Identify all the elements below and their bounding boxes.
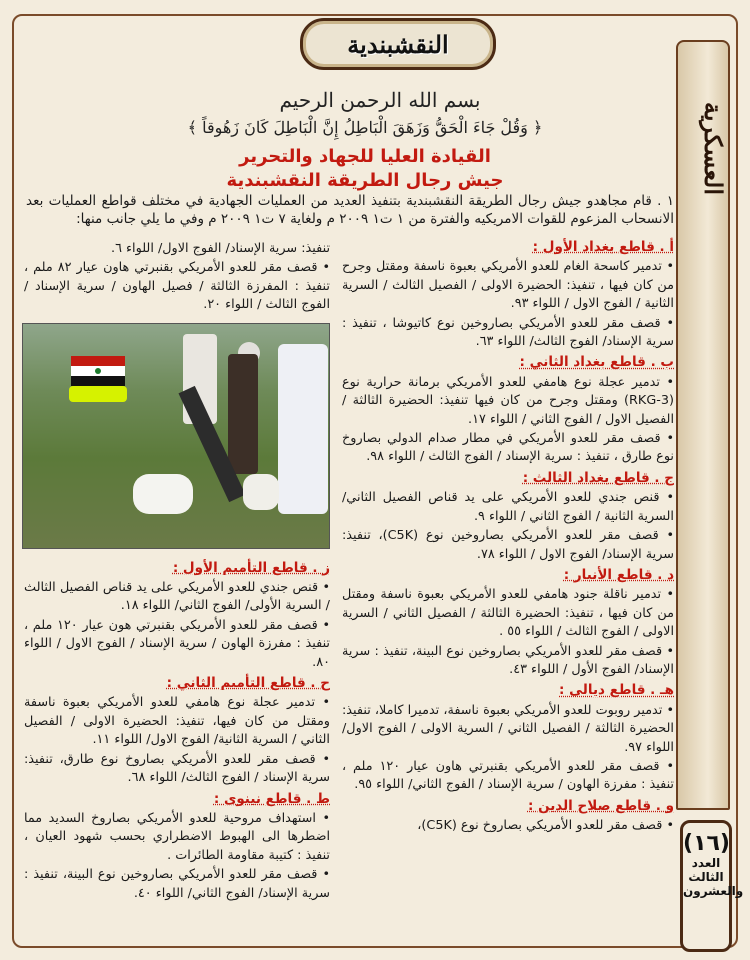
issue-box (680, 820, 744, 952)
list-item: • تدمير روبوت للعدو الأمريكي بعبوة ناسفة، تدميرا كاملا، تنفيذ: الحضيرة الثالثة / الفصيل الثاني / السرية الاولى / الفوج الاول/ اللواء ٩٧. (342, 702, 674, 755)
left-column-sections (24, 559, 330, 903)
sandbag (243, 474, 279, 510)
list-item: • قصف مقر للعدو الأمريكي في مطار صدام الدولي بصاروخ نوع طارق ، تنفيذ : سرية الإسناد / الفوج الثالث / اللواء ٩٨. (342, 431, 674, 465)
org-line-1: القيادة العليا للجهاد والتحرير (239, 146, 491, 167)
basmala: بسم الله الرحمن الرحيم (279, 88, 481, 112)
person-figure (228, 354, 258, 474)
army-logo-icon (63, 354, 133, 404)
list-item: • قصف مقر للعدو الأمريكي بصاروخين نوع كاتيوشا ، تنفيذ : سرية الإسناد/ الفوج الثالث/ اللواء ٦٣. (342, 315, 674, 350)
list-item: • قصف مقر للعدو الأمريكي بصاروخين نوع البينة، تنفيذ : سرية الإسناد/ الفوج الثاني/ اللواء ٤٠. (24, 867, 330, 901)
list-item: تنفيذ: سرية الإسناد/ الفوج الاول/ اللواء ٦. (110, 241, 330, 256)
intro-paragraph: ١ . قام مجاهدو جيش رجال الطريقة النقشبندية بتنفيذ العديد من العمليات الجهادية في مختلف قواطع العمليات بعد الانسحاب المزعوم للقوات الامريكيه والفترة من ١ ت١ ٢٠٠٩ م ولغاية ٧ ت١ ٢٠٠٩ م وفي ما يلي جانب منها: (26, 193, 674, 227)
section-title: هـ . قاطع ديالى : (559, 682, 674, 699)
quran-verse: ﴿ وَقُلْ جَاءَ الْحَقُّ وَزَهَقَ الْبَاطِلُ إِنَّ الْبَاطِلَ كَانَ زَهُوقاً ﴾ (187, 118, 543, 137)
list-item: • تدمير ناقلة جنود هامفي للعدو الأمريكي بعبوة ناسفة ومقتل من كان فيها ، تنفيذ: الحضيرة الثالثة / الفصيل الثاني / السرية الاولى / الفوج الثالث / اللواء ٥٥ . (342, 587, 674, 640)
section-title: ح . قاطع التأميم الثاني : (166, 675, 330, 692)
section-title: أ . قاطع بغداد الأول : (532, 239, 674, 255)
operation-photo (22, 323, 330, 549)
list-item: • قصف مقر للعدو الأمريكي بصاروخ نوع طارق، تنفيذ: سرية الإسناد / الفوج الثالث/ اللواء ٦٨. (24, 751, 330, 786)
issue-text: العدد الثالث والعشرون (683, 856, 744, 898)
list-item: • قنص جندي للعدو الأمريكي على يد قناص الفصيل الثالث / السرية الأولى/ الفوج الثاني/ اللواء ١٨. (24, 580, 330, 614)
section-title: و . قاطع صلاح الدين : (527, 797, 674, 814)
magazine-title (300, 18, 496, 70)
list-item: • تدمير عجلة نوع هامفي للعدو الأمريكي بعبوة ناسفة ومقتل من كان فيها، تنفيذ: الحضيرة الاولى / الفصيل الثاني / السرية الثانية/ الفوج الاول/ اللواء ١١. (24, 695, 330, 748)
magazine-title-text: النقشبندية (347, 29, 449, 59)
section-title: ب . قاطع بغداد الثاني : (519, 354, 674, 371)
section-title: ز . قاطع التأميم الأول : (172, 559, 330, 576)
list-item: • قنص جندي للعدو الأمريكي على يد قناص الفصيل الثاني/ السرية الثانية / الفوج الثاني / اللواء ٩. (342, 490, 674, 524)
list-item: • قصف مقر للعدو الأمريكي بصاروخين نوع البينة، تنفيذ : سرية الإسناد/ الفوج الأول / اللواء ٤٣. (342, 643, 674, 677)
list-item: • قصف مقر للعدو الأمريكي بقنبرتي هون عيار ١٢٠ ملم ، تنفيذ : مفرزة الهاون / سرية الإسناد / الفوج الاول / اللواء ٨٠. (24, 617, 331, 670)
list-item: • استهداف مروحية للعدو الأمريكي بصاروخ السديد مما اضطرها الى الهبوط الاضطراري بحسب شهود العيان ، تنفيذ : كتيبة مقاومة الطائرات . (24, 810, 330, 863)
section-title: د . قاطع الأنبار : (563, 566, 674, 583)
list-item: • قصف مقر للعدو الأمريكي بقنبرتي هاون عيار ١٢٠ ملم ، تنفيذ : مفرزة الهاون / سرية الإسناد / الفوج الثاني/ اللواء ٩٥. (342, 758, 674, 793)
list-item: • تدمير عجلة نوع هامفي للعدو الأمريكي برمانة حرارية نوع (RKG-3) ومقتل وجرح من كان فيها تنفيذ: الحضيرة الثالثة / الفصيل الاول / الفوج الثاني / اللواء ١٧. (342, 374, 674, 427)
sandbag (133, 474, 193, 514)
section-title: ط . قاطع نينوى : (213, 790, 330, 807)
list-item: • تدمير كاسحة الغام للعدو الأمريكي بعبوة ناسفة ومقتل وجرح من كان فيها ، تنفيذ: الحضيرة الاولى / الفصيل الثالث / السرية الثانية / الفوج الاول / اللواء ٩٣. (342, 259, 674, 312)
section-side-tab (676, 40, 730, 810)
org-line-2: جيش رجال الطريقة النقشبندية (226, 170, 504, 191)
right-column (342, 236, 674, 837)
list-item: • قصف مقر للعدو الأمريكي بقنبرتي هاون عيار ٨٢ ملم ، تنفيذ : المفرزة الثالثة / فصيل الهاون / سرية الإسناد / الفوج الثالث / اللواء ٢٠. (24, 260, 331, 313)
person-figure (278, 344, 328, 514)
list-item: • قصف مقر للعدو الأمريكي بصاروخين نوع (C5K)، تنفيذ: سرية الإسناد/ الفوج الاول / اللواء ٧٨. (342, 528, 674, 562)
page-number: (١٦) (683, 831, 730, 856)
section-title: ج . قاطع بغداد الثالث : (522, 469, 674, 486)
left-column (24, 240, 330, 904)
list-item: • قصف مقر للعدو الأمريكي بصاروخ نوع (C5K)، (417, 818, 674, 834)
section-label: العسكرية (699, 102, 728, 196)
